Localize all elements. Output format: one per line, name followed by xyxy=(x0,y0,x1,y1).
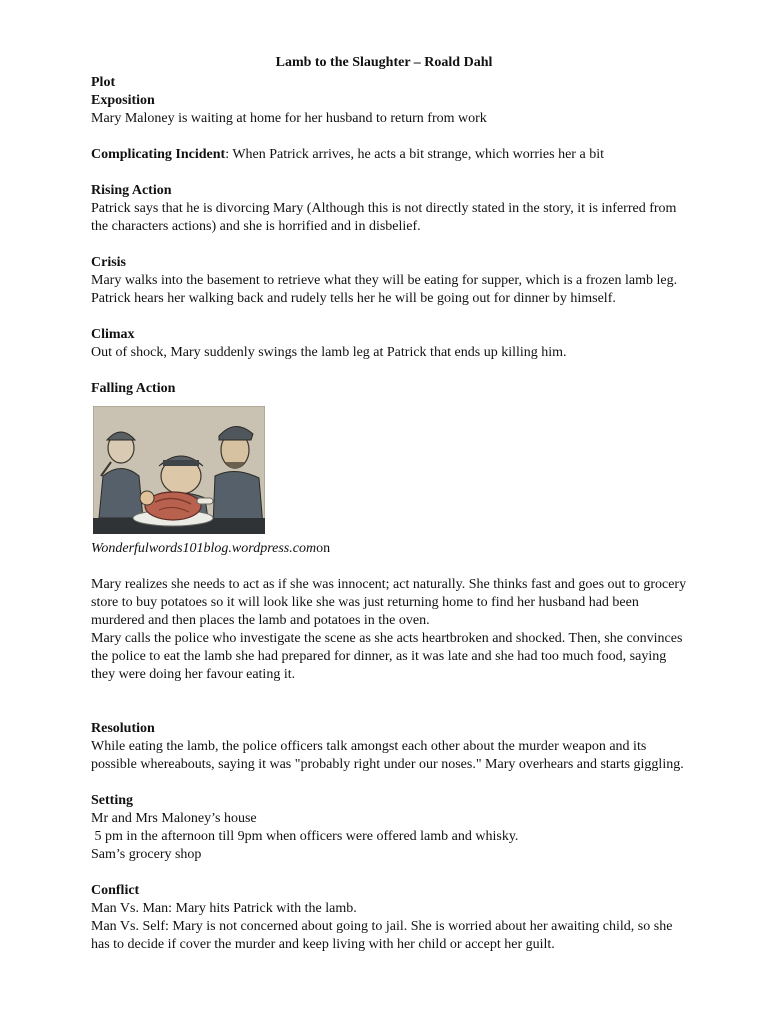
conflict-line-2: Man Vs. Self: Mary is not concerned about going to jail. She is worried about her awaiting child, so she has to decide if cover the murder and keep living with her child or accept her guilt. xyxy=(91,919,673,952)
complicating-incident-label: Complicating Incident xyxy=(91,147,226,162)
complicating-incident-text: : When Patrick arrives, he acts a bit strange, which worries her a bit xyxy=(225,147,604,162)
image-caption xyxy=(91,540,691,558)
falling-action-paragraph-2: Mary calls the police who investigate the scene as she acts heartbroken and shocked. Then, she convinces the police to eat the lamb she had prepared for dinner, as it was late and she had too much food, saying they were doing her favour eating it. xyxy=(91,631,683,682)
conflict-line-1: Man Vs. Man: Mary hits Patrick with the lamb. xyxy=(91,901,357,916)
image-caption-source: Wonderfulwords101blog.wordpress.com xyxy=(91,541,317,556)
setting-heading: Setting xyxy=(91,793,133,808)
exposition-heading: Exposition xyxy=(91,93,155,108)
resolution-text: While eating the lamb, the police officers talk amongst each other about the murder weapon and its possible whereabouts, saying it was "probably right under our noses." Mary overhears and starts giggling. xyxy=(91,739,684,772)
falling-action-heading: Falling Action xyxy=(91,381,176,396)
crisis-text: Mary walks into the basement to retrieve what they will be eating for supper, which is a frozen lamb leg. Patrick hears her walking back and rudely tells her he will be going out for dinner by himself. xyxy=(91,273,678,306)
conflict-heading: Conflict xyxy=(91,883,140,898)
crisis-heading: Crisis xyxy=(91,255,126,270)
resolution-heading: Resolution xyxy=(91,721,155,736)
plot-heading: Plot xyxy=(91,75,116,90)
setting-line-2: 5 pm in the afternoon till 9pm when officers were offered lamb and whisky. xyxy=(91,829,519,844)
climax-heading: Climax xyxy=(91,327,135,342)
falling-action-paragraph-1: Mary realizes she needs to act as if she was innocent; act naturally. She thinks fast and goes out to grocery store to buy potatoes so it will look like she was just returning home to find her husband had been murdered and then places the lamb and potatoes in the oven. xyxy=(91,577,687,628)
document-body xyxy=(91,54,691,954)
setting-line-3: Sam’s grocery shop xyxy=(91,847,202,862)
rising-action-heading: Rising Action xyxy=(91,183,172,198)
police-eating-lamb-illustration xyxy=(93,406,265,534)
exposition-text: Mary Maloney is waiting at home for her husband to return from work xyxy=(91,111,487,126)
image-caption-tail: on xyxy=(316,541,331,556)
climax-text: Out of shock, Mary suddenly swings the lamb leg at Patrick that ends up killing him. xyxy=(91,345,567,360)
setting-line-1: Mr and Mrs Maloney’s house xyxy=(91,811,257,826)
complicating-incident xyxy=(91,146,691,164)
rising-action-text: Patrick says that he is divorcing Mary (Although this is not directly stated in the story, it is inferred from the characters actions) and she is horrified and in disbelief. xyxy=(91,201,677,234)
document-title: Lamb to the Slaughter – Roald Dahl xyxy=(275,55,493,70)
